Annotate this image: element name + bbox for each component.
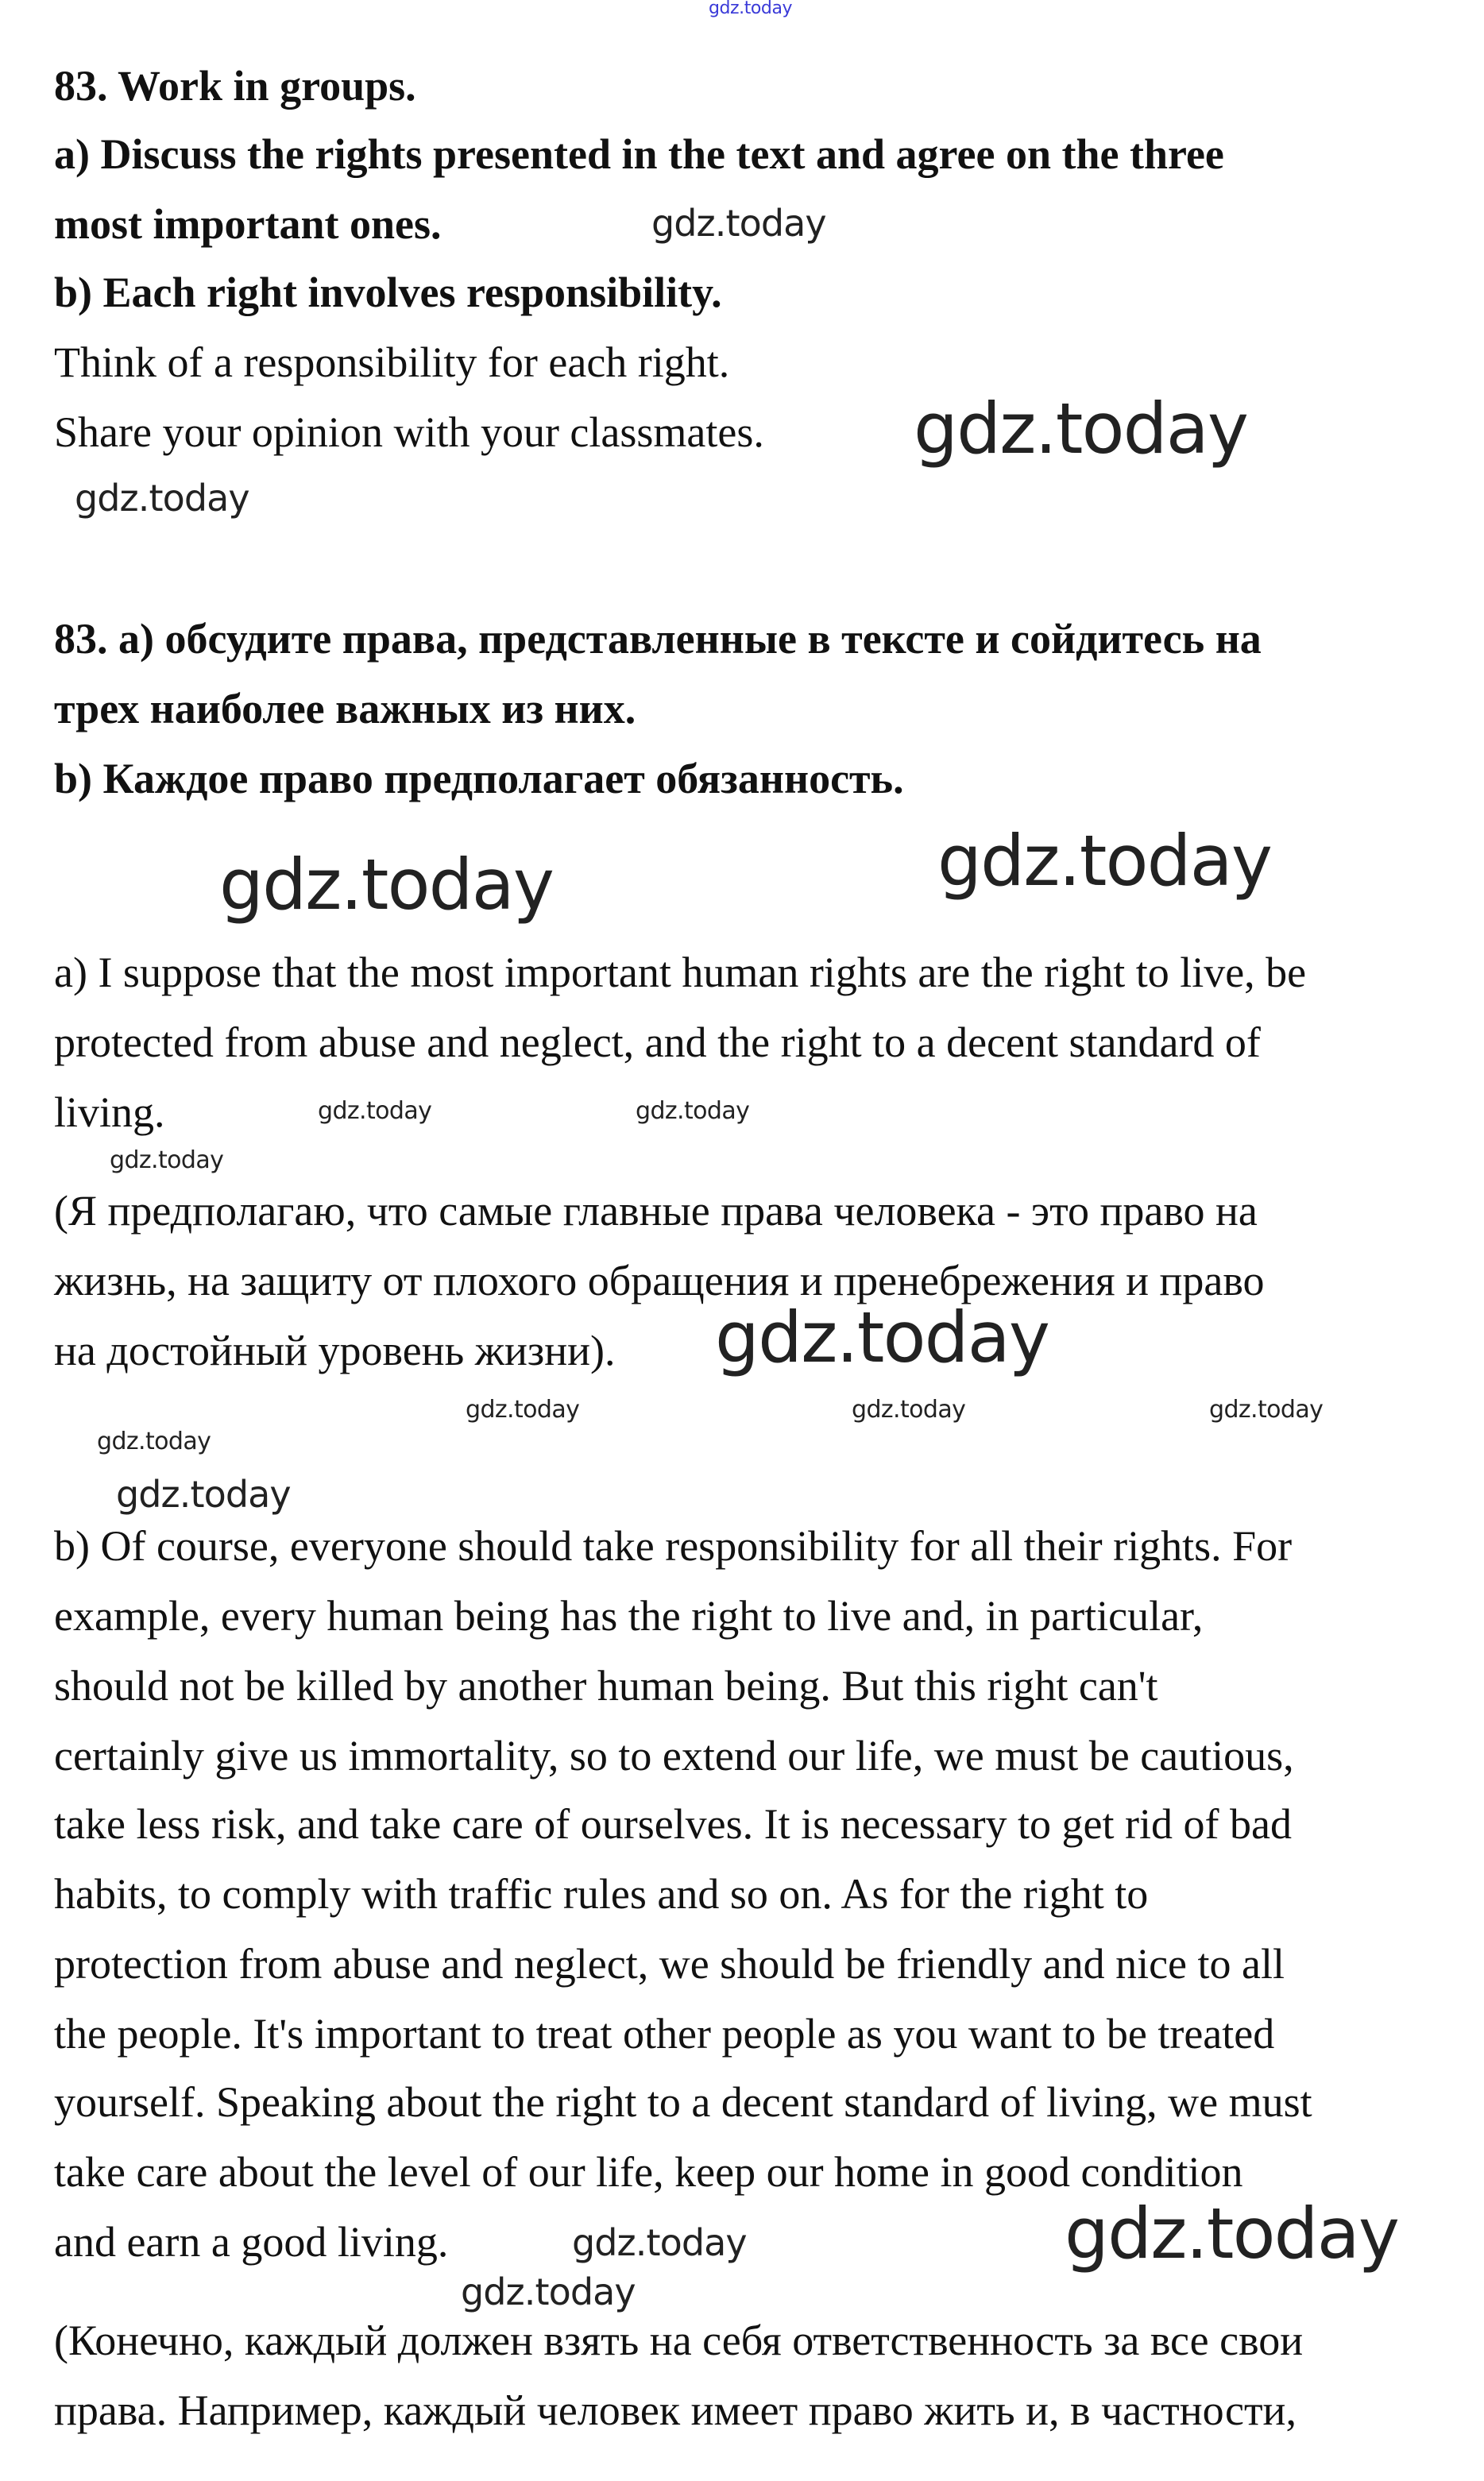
watermark: gdz.today <box>318 1097 432 1125</box>
watermark: gdz.today <box>636 1097 750 1125</box>
answer-b-ru-line: права. Например, каждый человек имеет право жить и, в частности, <box>54 2386 1297 2434</box>
watermark: gdz.today <box>110 1146 224 1174</box>
watermark: gdz.today <box>219 844 554 926</box>
task-a-line: most important ones. <box>54 200 442 248</box>
task-a-line: a) Discuss the rights presented in the text and agree on the three <box>54 130 1224 178</box>
answer-b-line: take less risk, and take care of ourselves. It is necessary to get rid of bad <box>54 1800 1292 1848</box>
answer-a-ru-line: на достойный уровень жизни). <box>54 1327 616 1374</box>
answer-b-line: should not be killed by another human being. But this right can't <box>54 1662 1158 1710</box>
task-instruction: Share your opinion with your classmates. <box>54 408 764 456</box>
answer-b-line: take care about the level of our life, keep our home in good condition <box>54 2148 1243 2196</box>
watermark: gdz.today <box>852 1396 966 1424</box>
watermark: gdz.today <box>651 202 826 245</box>
answer-b-line: the people. It's important to treat other people as you want to be treated <box>54 2010 1275 2058</box>
answer-b-line: certainly give us immortality, so to extend our life, we must be cautious, <box>54 1732 1294 1780</box>
watermark: gdz.today <box>466 1396 580 1424</box>
task-instruction: Think of a responsibility for each right. <box>54 338 730 386</box>
answer-b-line: example, every human being has the right to live and, in particular, <box>54 1592 1204 1640</box>
task-ru-line: b) Каждое право предполагает обязанность. <box>54 755 904 802</box>
watermark: gdz.today <box>715 1297 1049 1378</box>
watermark: gdz.today <box>937 820 1272 902</box>
watermark: gdz.today <box>1065 2193 1399 2274</box>
answer-a-ru-line: (Я предполагаю, что самые главные права человека - это право на <box>54 1187 1258 1235</box>
watermark: gdz.today <box>461 2270 636 2313</box>
watermark: gdz.today <box>1209 1396 1324 1424</box>
answer-b-line: b) Of course, everyone should take responsibility for all their rights. For <box>54 1522 1293 1570</box>
watermark: gdz.today <box>709 0 793 18</box>
task-ru-line: 83. а) обсудите права, представленные в тексте и сойдитесь на <box>54 615 1262 663</box>
answer-a-line: a) I suppose that the most important human rights are the right to live, be <box>54 949 1307 996</box>
answer-a-line: protected from abuse and neglect, and the right to a decent standard of <box>54 1018 1261 1066</box>
answer-a-ru-line: жизнь, на защиту от плохого обращения и пренебрежения и право <box>54 1257 1265 1304</box>
watermark: gdz.today <box>75 477 249 520</box>
answer-b-line: yourself. Speaking about the right to a decent standard of living, we must <box>54 2078 1312 2126</box>
answer-b-line: and earn a good living. <box>54 2218 449 2266</box>
answer-b-line: protection from abuse and neglect, we should be friendly and nice to all <box>54 1940 1285 1988</box>
watermark: gdz.today <box>97 1428 211 1455</box>
task-title: 83. Work in groups. <box>54 62 416 110</box>
watermark: gdz.today <box>914 388 1248 470</box>
task-b-line: b) Each right involves responsibility. <box>54 269 722 316</box>
watermark: gdz.today <box>572 2221 747 2264</box>
answer-b-line: habits, to comply with traffic rules and so on. As for the right to <box>54 1870 1149 1918</box>
task-ru-line: трех наиболее важных из них. <box>54 685 636 732</box>
answer-b-ru-line: (Конечно, каждый должен взять на себя ответственность за все свои <box>54 2317 1304 2364</box>
answer-a-line: living. <box>54 1088 165 1136</box>
watermark: gdz.today <box>116 1473 291 1516</box>
